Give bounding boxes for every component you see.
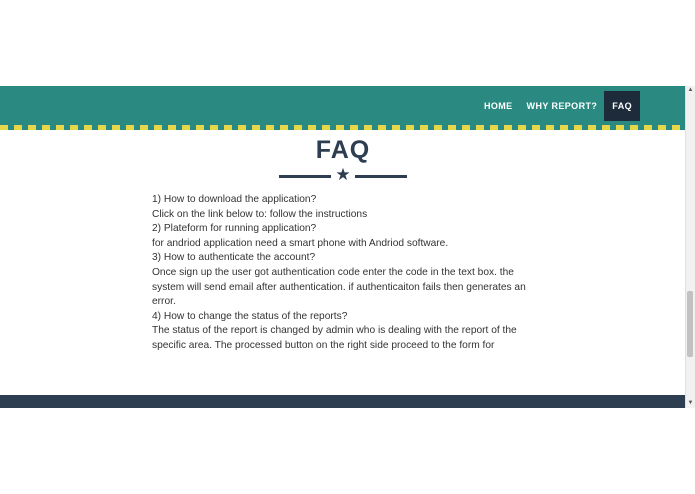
star-icon: ★ <box>335 165 351 184</box>
faq-question-1: 1) How to download the application? <box>152 194 317 205</box>
browser-viewport <box>0 86 695 408</box>
faq-answer-1: Click on the link below to: follow the instructions <box>152 208 368 220</box>
nav-faq-link[interactable]: FAQ <box>604 91 640 121</box>
faq-answer-3: Once sign up the user got authentication code enter the code in the text box. the system will send email after authentication. if authenticaiton fails then generates an error. <box>152 266 526 308</box>
divider-line-right <box>355 175 407 178</box>
faq-content <box>152 193 542 354</box>
nav-why-report-link[interactable]: WHY REPORT? <box>526 101 598 111</box>
navbar <box>0 86 686 125</box>
page-title: FAQ <box>315 136 371 164</box>
heading-divider <box>279 165 407 185</box>
faq-question-4: 4) How to change the status of the reports? <box>152 310 348 322</box>
scroll-up-arrow-icon[interactable]: ▲ <box>687 87 694 93</box>
faq-question-3: 3) How to authenticate the account? <box>152 252 316 264</box>
scroll-down-arrow-icon[interactable]: ▼ <box>687 400 694 406</box>
navbar-stripe <box>0 125 686 130</box>
footer <box>0 395 686 408</box>
scrollbar-thumb[interactable] <box>687 291 693 357</box>
faq-answer-4: The status of the report is changed by admin who is dealing with the report of the specific area. The processed button on the right side proceed to the form for <box>152 325 517 351</box>
divider-line-left <box>279 175 331 178</box>
nav-links <box>477 91 640 121</box>
faq-question-2: 2) Plateform for running application? <box>152 223 317 235</box>
faq-answer-2: for andriod application need a smart phone with Andriod software. <box>152 237 449 249</box>
vertical-scrollbar[interactable] <box>685 86 695 408</box>
nav-home-link[interactable]: HOME <box>483 101 513 111</box>
